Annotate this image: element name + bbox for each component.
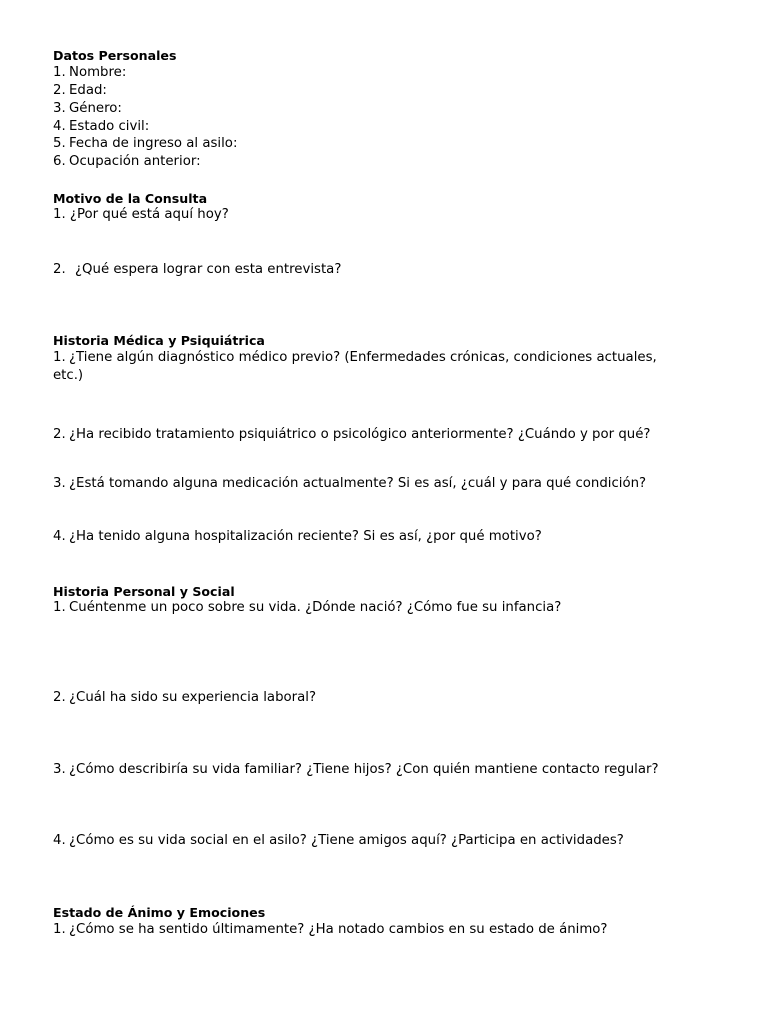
list-item: 4. Estado civil: — [53, 119, 150, 134]
list-item: 1. Nombre: — [53, 65, 127, 80]
list-item: 1. ¿Cómo se ha sentido últimamente? ¿Ha notado cambios en su estado de ánimo? — [53, 922, 608, 937]
section-heading-historia-personal: Historia Personal y Social — [53, 584, 235, 599]
list-item: 2. ¿Cuál ha sido su experiencia laboral? — [53, 690, 317, 705]
list-item: 2. ¿Ha recibido tratamiento psiquiátrico o psicológico anteriormente? ¿Cuándo y por qué? — [53, 427, 651, 442]
list-item: 4. ¿Cómo es su vida social en el asilo? ¿Tiene amigos aquí? ¿Participa en actividades? — [53, 833, 624, 848]
list-item: 4. ¿Ha tenido alguna hospitalización reciente? Si es así, ¿por qué motivo? — [53, 529, 542, 544]
list-item: 1. ¿Tiene algún diagnóstico médico previo? (Enfermedades crónicas, condiciones actuales, — [53, 350, 657, 365]
list-item: 2. Edad: — [53, 83, 107, 98]
list-item: 1. Cuéntenme un poco sobre su vida. ¿Dónde nació? ¿Cómo fue su infancia? — [53, 600, 562, 615]
section-heading-datos-personales: Datos Personales — [53, 48, 177, 63]
list-item: 6. Ocupación anterior: — [53, 154, 201, 169]
list-item: 3. ¿Está tomando alguna medicación actualmente? Si es así, ¿cuál y para qué condición? — [53, 476, 647, 491]
list-item: 1. ¿Por qué está aquí hoy? — [53, 207, 229, 222]
section-heading-estado-animo: Estado de Ánimo y Emociones — [53, 905, 266, 920]
list-item-continuation: etc.) — [53, 368, 84, 383]
list-item: 5. Fecha de ingreso al asilo: — [53, 136, 238, 151]
section-heading-motivo-consulta: Motivo de la Consulta — [53, 191, 208, 206]
list-item: 2. ¿Qué espera lograr con esta entrevista? — [53, 262, 342, 277]
list-item: 3. ¿Cómo describiría su vida familiar? ¿Tiene hijos? ¿Con quién mantiene contacto regular? — [53, 762, 659, 777]
section-heading-historia-medica: Historia Médica y Psiquiátrica — [53, 333, 265, 348]
list-item: 3. Género: — [53, 101, 122, 116]
